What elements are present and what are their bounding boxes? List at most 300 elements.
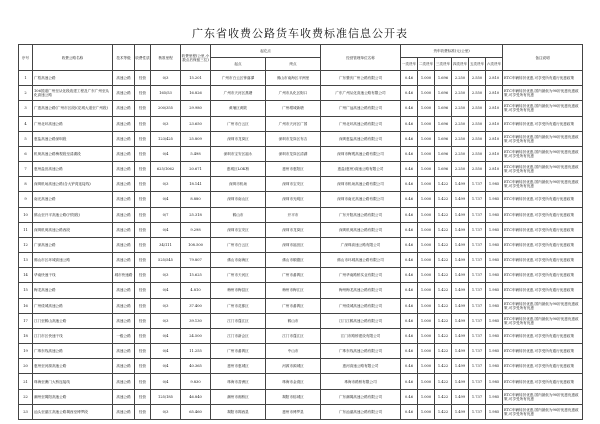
- fee-class3: 1.422: [435, 374, 452, 389]
- fee-class3: 1.696: [435, 162, 452, 177]
- fee-class4: 2.250: [452, 71, 469, 86]
- table-row: [19, 146, 583, 161]
- road-name: 广州绕城高速公路: [33, 298, 113, 313]
- start-point: 揭阳市揭西县: [211, 404, 266, 419]
- road-name: 106国道广州至从化段改建工程及广东广州至从化高速公路: [33, 86, 113, 101]
- end-point: 梅州市梅江区: [266, 283, 321, 298]
- fee-class1: 0.46: [401, 86, 418, 101]
- operator-name: 深圳惠盐高速公路有限公司: [321, 131, 401, 146]
- fee-class1: 0.46: [401, 101, 418, 116]
- tech-grade: 高速公路: [113, 86, 135, 101]
- end-point: 惠州市博罗县: [266, 404, 321, 419]
- approved-length: 0/3: [151, 404, 181, 419]
- row-index: 9: [19, 192, 33, 207]
- fee-class4: 1.499: [452, 298, 469, 313]
- header-fee-mileage: 收费里程(公里,小数点后保留三位): [181, 45, 211, 71]
- fee-class1: 0.46: [401, 162, 418, 177]
- remarks: ETC车辆转折优惠,可享受所有通行优惠政策: [503, 116, 583, 131]
- fee-class4: 1.499: [452, 328, 469, 343]
- end-point: 河源市源城区: [266, 359, 321, 374]
- tech-grade: 高速公路: [113, 237, 135, 252]
- fee-class4: 1.499: [452, 192, 469, 207]
- fee-class6: 2.810: [486, 162, 503, 177]
- table-row: [19, 389, 583, 404]
- fee-class1: 0.46: [401, 177, 418, 192]
- start-point: 梅州市梅县区: [211, 283, 266, 298]
- fee-mileage: 108.500: [181, 237, 211, 252]
- row-index: 2: [19, 86, 33, 101]
- table-row: [19, 313, 583, 328]
- fee-class6: 1.985: [486, 328, 503, 343]
- table-row: [19, 283, 583, 298]
- remarks: ETC车辆转折优惠,国内最低为90折优惠优惠政策,可享受所有优惠: [503, 162, 583, 177]
- fee-class1: 0.46: [401, 237, 418, 252]
- row-index: 10: [19, 207, 33, 222]
- fee-class1: 0.46: [401, 207, 418, 222]
- table-row: [19, 101, 583, 116]
- operator-name: 珠海市路桥有限公司: [321, 374, 401, 389]
- fee-class6: 1.985: [486, 253, 503, 268]
- approved-length: 0/4: [151, 283, 181, 298]
- approved-length: 0/3: [151, 313, 181, 328]
- table-row: [19, 344, 583, 359]
- fee-class2: 1.000: [418, 192, 435, 207]
- road-name: 惠盐高速公路深圳段: [33, 131, 113, 146]
- fee-class1: 0.46: [401, 359, 418, 374]
- tech-grade: 高速公路: [113, 253, 135, 268]
- approved-length: 0/3: [151, 298, 181, 313]
- row-index: 22: [19, 389, 33, 404]
- fee-class4: 1.499: [452, 374, 469, 389]
- operator-name: 江门江鹤高速公路有限公司: [321, 313, 401, 328]
- table-row: [19, 131, 583, 146]
- fee-class6: 2.810: [486, 146, 503, 161]
- operator-name: 广东汕湛高速公路有限公司: [321, 404, 401, 419]
- approved-length: 0/4: [151, 222, 181, 237]
- fee-nature: 经营: [135, 313, 151, 328]
- fee-mileage: 24.500: [181, 328, 211, 343]
- fee-class6: 1.985: [486, 207, 503, 222]
- road-name: 深圳机场高速公路(含大铲湾连接线): [33, 177, 113, 192]
- tech-grade: 高速公路: [113, 146, 135, 161]
- fee-class2: 1.000: [418, 389, 435, 404]
- fee-class5: 1.737: [469, 207, 486, 222]
- fee-class5: 1.737: [469, 268, 486, 283]
- approved-length: 165/53: [151, 86, 181, 101]
- operator-name: 广东肇庆广州公路有限公司: [321, 71, 401, 86]
- table-row: [19, 268, 583, 283]
- row-index: 6: [19, 146, 33, 161]
- fee-mileage: 23.650: [181, 116, 211, 131]
- start-point: 惠州市惠城区: [211, 359, 266, 374]
- header-row: [19, 45, 583, 58]
- fee-class4: 1.499: [452, 177, 469, 192]
- fee-class6: 2.810: [486, 116, 503, 131]
- operator-name: 深圳市机场高速公路有限公司: [321, 177, 401, 192]
- end-point: 开平市: [266, 207, 321, 222]
- fee-nature: 经营: [135, 101, 151, 116]
- fee-class1: 0.46: [401, 389, 418, 404]
- fee-class5: 2.550: [469, 71, 486, 86]
- start-point: 惠城区LOK桥: [211, 162, 266, 177]
- fee-class6: 1.985: [486, 344, 503, 359]
- fee-mileage: 46.840: [181, 389, 211, 404]
- fee-class3: 1.696: [435, 131, 452, 146]
- fee-class3: 1.422: [435, 283, 452, 298]
- fee-nature: 经营: [135, 298, 151, 313]
- table-row: [19, 207, 583, 222]
- start-point: 潮州市湘桥区: [211, 389, 266, 404]
- fee-class2: 1.000: [418, 101, 435, 116]
- end-point: 中山市: [266, 344, 321, 359]
- road-name: 惠州至河源高速公路: [33, 359, 113, 374]
- remarks: ETC车辆转折优惠,国内最低为90折优惠优惠政策,可享受所有优惠: [503, 101, 583, 116]
- fee-class5: 1.737: [469, 344, 486, 359]
- fee-nature: 经营: [135, 116, 151, 131]
- tech-grade: 高速公路: [113, 359, 135, 374]
- fee-class5: 1.737: [469, 328, 486, 343]
- header-end: 终点: [266, 58, 321, 71]
- road-name: 惠州盐田高速公路: [33, 162, 113, 177]
- end-point: 江门市蓬江区: [266, 328, 321, 343]
- remarks: ETC车辆转折优惠,可享受所有通行优惠政策: [503, 344, 583, 359]
- road-name: 华南快速干线: [33, 268, 113, 283]
- start-point: 江门市蓬江区: [211, 313, 266, 328]
- operator-name: 广东开阳高速公路有限公司: [321, 207, 401, 222]
- fee-nature: 经营: [135, 253, 151, 268]
- end-point: 深圳市龙岗区清湖: [266, 146, 321, 161]
- fee-class1: 0.46: [401, 146, 418, 161]
- fee-class1: 0.46: [401, 268, 418, 283]
- fee-class3: 1.422: [435, 177, 452, 192]
- start-point: 深圳市宝安区福永: [211, 146, 266, 161]
- start-point: 深圳市南山区: [211, 192, 266, 207]
- remarks: ETC车辆转折优惠,国内最低为90折优惠优惠政策,可享受所有优惠: [503, 313, 583, 328]
- header-operator: 经营管理单位名称: [321, 45, 401, 71]
- tech-grade: 高速公路: [113, 313, 135, 328]
- row-index: 15: [19, 283, 33, 298]
- fee-class3: 1.422: [435, 328, 452, 343]
- fee-class3: 1.696: [435, 71, 452, 86]
- table-row: [19, 162, 583, 177]
- tech-grade: 高速公路: [113, 162, 135, 177]
- fee-nature: 经营: [135, 207, 151, 222]
- header-index: 序号: [19, 45, 33, 71]
- road-name: 江门市区快速干线: [33, 328, 113, 343]
- fee-class2: 1.000: [418, 344, 435, 359]
- end-point: 揭阳市榕城区: [266, 389, 321, 404]
- header-class1: 一类货车: [401, 58, 418, 71]
- operator-name: 广东广州从化高速公路有限公司: [321, 86, 401, 101]
- remarks: ETC车辆转折优惠,国内最低为90折优惠优惠政策,可享受所有优惠: [503, 86, 583, 101]
- tech-grade: 高速公路: [113, 283, 135, 298]
- table-row: [19, 404, 583, 419]
- approved-length: 0/3: [151, 116, 181, 131]
- operator-name: 深圳市南光高速公路有限公司: [321, 192, 401, 207]
- start-point: 深圳市龙岗区: [211, 131, 266, 146]
- fee-class6: 2.810: [486, 86, 503, 101]
- fee-class3: 1.422: [435, 344, 452, 359]
- fee-class1: 0.46: [401, 116, 418, 131]
- end-point: 佛山市顺德区: [266, 253, 321, 268]
- fee-class3: 1.422: [435, 298, 452, 313]
- fee-nature: 经营: [135, 192, 151, 207]
- fee-mileage: 16.826: [181, 86, 211, 101]
- approved-length: 0/4: [151, 192, 181, 207]
- fee-mileage: 11.255: [181, 344, 211, 359]
- fee-class5: 1.737: [469, 313, 486, 328]
- fee-class2: 1.000: [418, 71, 435, 86]
- approved-length: 34/111: [151, 237, 181, 252]
- fee-class1: 0.46: [401, 298, 418, 313]
- operator-name: 佛山市环城高速公路有限公司: [321, 253, 401, 268]
- approved-length: 0/3: [151, 268, 181, 283]
- row-index: 4: [19, 116, 33, 131]
- row-index: 20: [19, 359, 33, 374]
- fee-class2: 1.000: [418, 222, 435, 237]
- fee-class6: 1.985: [486, 222, 503, 237]
- fee-class4: 2.250: [452, 162, 469, 177]
- fee-class2: 1.000: [418, 237, 435, 252]
- end-point: 鹤山市: [266, 313, 321, 328]
- tech-grade: 高速公路: [113, 298, 135, 313]
- fee-class6: 2.810: [486, 71, 503, 86]
- operator-name: 惠盐(惠州)高速公路有限公司: [321, 162, 401, 177]
- start-point: 广州市番禺区: [211, 344, 266, 359]
- header-class6: 六类货车: [486, 58, 503, 71]
- fee-class6: 1.985: [486, 313, 503, 328]
- road-name: 广梧高速公路: [33, 71, 113, 86]
- fee-class2: 1.000: [418, 253, 435, 268]
- approved-length: 525/545: [151, 253, 181, 268]
- fee-class4: 1.499: [452, 389, 469, 404]
- remarks: ETC车辆转折优惠,国内最低为90折优惠优惠政策,可享受所有优惠: [503, 146, 583, 161]
- fee-class4: 1.499: [452, 253, 469, 268]
- header-class3: 三类货车: [435, 58, 452, 71]
- table-row: [19, 192, 583, 207]
- header-approved-length: 核准里程: [151, 45, 181, 71]
- road-name: 广州北环高速公路: [33, 116, 113, 131]
- fee-class3: 1.422: [435, 404, 452, 419]
- fee-class5: 1.737: [469, 404, 486, 419]
- fee-class1: 0.46: [401, 328, 418, 343]
- remarks: ETC车辆转折优惠,可享受所有通行优惠政策: [503, 253, 583, 268]
- operator-name: 广东潮揭高速公路有限公司: [321, 389, 401, 404]
- end-point: 深圳市龙岗区布吉: [266, 131, 321, 146]
- fee-mileage: 8.880: [181, 192, 211, 207]
- operator-name: 江门市路桥建设有限公司: [321, 328, 401, 343]
- fee-class5: 1.737: [469, 298, 486, 313]
- fee-class4: 1.499: [452, 404, 469, 419]
- remarks: ETC车辆转折优惠,可享受所有通行优惠政策: [503, 328, 583, 343]
- fee-class3: 1.696: [435, 101, 452, 116]
- fee-class3: 1.696: [435, 146, 452, 161]
- fee-class3: 1.422: [435, 207, 452, 222]
- fee-mileage: 40.365: [181, 359, 211, 374]
- table-row: [19, 71, 583, 86]
- approved-length: 200/355: [151, 101, 181, 116]
- fee-class4: 1.499: [452, 359, 469, 374]
- fee-mileage: 9.830: [181, 374, 211, 389]
- fee-nature: 经营: [135, 162, 151, 177]
- tech-grade: 高速公路: [113, 192, 135, 207]
- fee-class4: 1.499: [452, 268, 469, 283]
- approved-length: 0/3: [151, 177, 181, 192]
- row-index: 14: [19, 268, 33, 283]
- header-tech-grade: 技术等级: [113, 45, 135, 71]
- row-index: 12: [19, 237, 33, 252]
- fee-class6: 1.985: [486, 404, 503, 419]
- fee-class5: 2.550: [469, 146, 486, 161]
- table-row: [19, 328, 583, 343]
- fee-class1: 0.46: [401, 192, 418, 207]
- fee-class3: 1.422: [435, 313, 452, 328]
- fee-class2: 1.000: [418, 177, 435, 192]
- fee-nature: 经营: [135, 283, 151, 298]
- fee-class5: 1.737: [469, 389, 486, 404]
- fee-nature: 经营: [135, 177, 151, 192]
- header-class4: 四类货车: [452, 58, 469, 71]
- remarks: ETC车辆转折优惠,国内最低为90折优惠优惠政策,可享受所有优惠: [503, 389, 583, 404]
- fee-class2: 1.000: [418, 283, 435, 298]
- row-index: 1: [19, 71, 33, 86]
- fee-class1: 0.46: [401, 253, 418, 268]
- fee-nature: 经营: [135, 71, 151, 86]
- fee-nature: 经营: [135, 344, 151, 359]
- fee-class1: 0.46: [401, 222, 418, 237]
- tech-grade: 高速公路: [113, 177, 135, 192]
- fee-class3: 1.422: [435, 359, 452, 374]
- approved-length: 0/4: [151, 344, 181, 359]
- fee-standard-table: [18, 44, 583, 420]
- fee-mileage: 5.498: [181, 146, 211, 161]
- fee-class4: 2.250: [452, 116, 469, 131]
- fee-class4: 2.250: [452, 146, 469, 161]
- fee-class2: 1.000: [418, 268, 435, 283]
- remarks: ETC车辆转折优惠,可享受所有通行优惠政策: [503, 222, 583, 237]
- row-index: 21: [19, 374, 33, 389]
- operator-name: 梅州梅龙高速公路有限公司: [321, 283, 401, 298]
- fee-nature: 经营: [135, 222, 151, 237]
- remarks: ETC车辆转折优惠,国内最低为90折优惠优惠政策,可享受所有优惠: [503, 131, 583, 146]
- header-remarks: 备注说明: [503, 45, 583, 71]
- road-name: 梅龙高速公路: [33, 283, 113, 298]
- fee-class6: 1.985: [486, 389, 503, 404]
- fee-mileage: 79.807: [181, 253, 211, 268]
- fee-class2: 1.000: [418, 116, 435, 131]
- fee-class6: 1.985: [486, 268, 503, 283]
- header-class5: 五类货车: [469, 58, 486, 71]
- row-index: 19: [19, 344, 33, 359]
- fee-class2: 1.000: [418, 146, 435, 161]
- fee-class5: 2.550: [469, 101, 486, 116]
- table-row: [19, 222, 583, 237]
- tech-grade: 高速公路: [113, 389, 135, 404]
- fee-class6: 1.985: [486, 298, 503, 313]
- header-road-name: 收费公路名称: [33, 45, 113, 71]
- row-index: 7: [19, 162, 33, 177]
- operator-name: 广州北环高速公路有限公司: [321, 116, 401, 131]
- road-name: 广珠东线高速公路: [33, 344, 113, 359]
- end-point: 深圳市宝安区: [266, 177, 321, 192]
- remarks: ETC车辆转折优惠,可享受所有通行优惠政策: [503, 359, 583, 374]
- tech-grade: 城市快速路: [113, 268, 135, 283]
- fee-mileage: 18.141: [181, 177, 211, 192]
- remarks: ETC车辆转折优惠,国内最低为90折优惠优惠政策,可享受所有优惠: [503, 298, 583, 313]
- start-point: 广州市花都区: [211, 298, 266, 313]
- fee-nature: 经营: [135, 131, 151, 146]
- row-index: 11: [19, 222, 33, 237]
- approved-length: 0/4: [151, 146, 181, 161]
- fee-nature: 经营: [135, 389, 151, 404]
- fee-class1: 0.46: [401, 71, 418, 86]
- fee-mileage: 37.400: [181, 298, 211, 313]
- remarks: ETC车辆转折优惠,国内最低为90折优惠优惠政策,可享受所有优惠: [503, 177, 583, 192]
- operator-name: 广州绕城高速公路有限公司: [321, 298, 401, 313]
- fee-mileage: 20.671: [181, 162, 211, 177]
- road-name: 潮州至揭阳高速公路: [33, 389, 113, 404]
- tech-grade: 高速公路: [113, 344, 135, 359]
- tech-grade: 高速公路: [113, 116, 135, 131]
- fee-class5: 1.737: [469, 177, 486, 192]
- fee-nature: 经营: [135, 374, 151, 389]
- approved-length: 0/4: [151, 328, 181, 343]
- start-point: 深圳市宝安区: [211, 222, 266, 237]
- fee-class4: 2.250: [452, 101, 469, 116]
- tech-grade: 高速公路: [113, 131, 135, 146]
- remarks: ETC车辆转折优惠,可享受所有通行优惠政策: [503, 283, 583, 298]
- tech-grade: 高速公路: [113, 71, 135, 86]
- road-name: 广惠高速公路(广州市区段)(花城大道至广州段): [33, 101, 113, 116]
- approved-length: 0/4: [151, 374, 181, 389]
- fee-nature: 经营: [135, 359, 151, 374]
- remarks: ETC车辆转折优惠,可享受所有通行优惠政策: [503, 237, 583, 252]
- tech-grade: 高速公路: [113, 404, 135, 419]
- road-name: 佛山市区环城高速公路: [33, 253, 113, 268]
- fee-class2: 1.000: [418, 313, 435, 328]
- fee-class5: 2.550: [469, 162, 486, 177]
- fee-class3: 1.696: [435, 86, 452, 101]
- start-point: 珠海市香洲区: [211, 374, 266, 389]
- fee-class2: 1.000: [418, 404, 435, 419]
- remarks: ETC车辆转折优惠,可享受所有通行优惠政策: [503, 207, 583, 222]
- fee-class4: 1.499: [452, 313, 469, 328]
- fee-class6: 1.985: [486, 283, 503, 298]
- operator-name: 广州华南路桥实业有限公司: [321, 268, 401, 283]
- fee-mileage: 15.625: [181, 268, 211, 283]
- table-row: [19, 116, 583, 131]
- end-point: 广州市番禺区: [266, 268, 321, 283]
- fee-mileage: 25.809: [181, 131, 211, 146]
- approved-length: 125/185: [151, 389, 181, 404]
- table-row: [19, 253, 583, 268]
- fee-class6: 1.985: [486, 177, 503, 192]
- fee-class5: 1.737: [469, 283, 486, 298]
- fee-class2: 1.000: [418, 162, 435, 177]
- start-point: 江门市新会区: [211, 328, 266, 343]
- tech-grade: 一级公路: [113, 328, 135, 343]
- fee-class2: 1.000: [418, 298, 435, 313]
- end-point: 广州市天河区广园: [266, 116, 321, 131]
- fee-mileage: 4.810: [181, 283, 211, 298]
- fee-class5: 1.737: [469, 237, 486, 252]
- start-point: 广州市天河区: [211, 268, 266, 283]
- operator-name: 深圳市梅观高速公路有限公司: [321, 146, 401, 161]
- remarks: ETC车辆转折优惠,可享受所有通行优惠政策: [503, 192, 583, 207]
- start-point: 广州市白云区: [211, 237, 266, 252]
- end-point: 深圳市光明区: [266, 192, 321, 207]
- row-index: 5: [19, 131, 33, 146]
